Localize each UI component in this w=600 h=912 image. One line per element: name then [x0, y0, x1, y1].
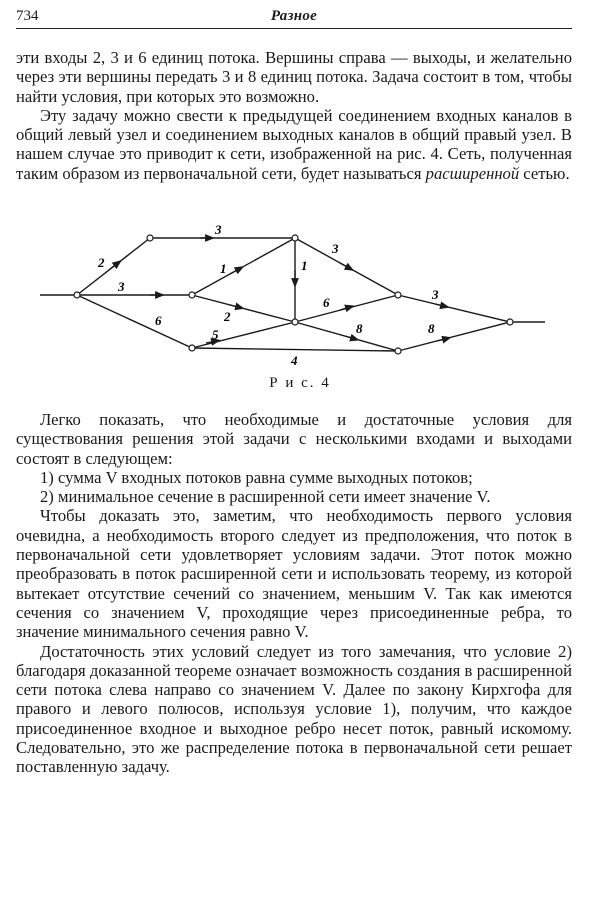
edge-label: 2	[98, 255, 105, 270]
edge-label: 3	[432, 287, 439, 302]
edge-e-d	[192, 322, 295, 348]
edge-label: 1	[301, 258, 308, 273]
edge-label: 3	[332, 241, 339, 256]
paragraph-sufficiency: Достаточность этих условий следует из того замечания, что условие 2) благодаря доказанной теореме означает возможность создания в расширенной сети потока слева направо со значением V. Далее по закону Кирхгофа для правого и левого полюсов, используя условие 1), получим, что каждое присоединенное входное и выходное ребро несет поток, равный искомому. Следовательно, это же распределение потока в первоначальной сети решает поставленную задачу.	[16, 641, 572, 777]
node-a	[147, 235, 153, 241]
page-header	[16, 6, 572, 29]
edge-label: 6	[155, 313, 162, 328]
edge-label: 3	[215, 222, 222, 237]
edge-label: 5	[212, 327, 219, 342]
edge-label: 8	[356, 321, 363, 336]
network-diagram	[40, 215, 560, 375]
node-e	[189, 345, 195, 351]
node-d	[292, 319, 298, 325]
edge-c-d	[192, 295, 295, 322]
edge-label: 6	[323, 295, 330, 310]
edge-label: 4	[291, 353, 298, 368]
edge-label: 2	[224, 309, 231, 324]
running-head: Разное	[270, 8, 318, 24]
figure-caption: Р и с. 4	[269, 375, 331, 391]
edge-label: 3	[118, 279, 125, 294]
paragraph-necessity: Чтобы доказать это, заметим, что необходимость первого условия очевидна, а необходимость второго следует из предположения, что поток в первоначальной сети удовлетворяет условиям задачи. Этот поток можно преобразовать в поток расширенной сети и использовать теорему, из которой вытекает отсутствие сечений со значением, меньшим V. Так как имеются сечения со значением V, проходящие через присоединенные ребра, то значение минимального сечения равно V.	[16, 506, 572, 642]
paragraph-extended-network	[16, 106, 572, 183]
paragraph-text-a: Эту задачу можно свести к предыдущей соединением входных каналов в общий левый узел и соединением выходных каналов в общий правый узел. В нашем случае это приводит к сети, изображенной на рис. 4. Сеть, полученная таким образом из первоначальной сети, будет называться	[16, 105, 572, 183]
node-source	[74, 292, 80, 298]
condition-item-1: 1) сумма V входных потоков равна сумме выходных потоков;	[40, 467, 473, 487]
edge-c-b	[192, 238, 295, 295]
text-block-top	[16, 48, 572, 183]
paragraph-continuation: эти входы 2, 3 и 6 единиц потока. Вершины справа — выходы, и желательно через эти вершины передать 3 и 8 единиц потока. Задача состоит в том, чтобы найти условия, при которых это возможно.	[16, 48, 572, 106]
paragraph-text-b: сетью.	[519, 163, 570, 183]
node-c	[189, 292, 195, 298]
edge-e-g	[192, 348, 398, 351]
node-f	[395, 292, 401, 298]
edge-f-t	[398, 295, 510, 322]
node-b	[292, 235, 298, 241]
text-block-bottom	[16, 410, 572, 777]
edge-label: 1	[220, 261, 227, 276]
condition-item-2: 2) минимальное сечение в расширенной сети имеет значение V.	[40, 487, 491, 507]
node-g	[395, 348, 401, 354]
edge-label: 8	[428, 321, 435, 336]
node-sink	[507, 319, 513, 325]
paragraph-conditions: Легко показать, что необходимые и достаточные условия для существования решения этой задачи с несколькими входами и выходами состоят в следующем:	[16, 410, 572, 468]
edge-g-t	[398, 322, 510, 351]
figure-network	[40, 215, 560, 390]
page-number: 734	[16, 8, 39, 24]
edge-s-e	[77, 295, 192, 348]
italic-term: расширенной	[425, 163, 520, 183]
